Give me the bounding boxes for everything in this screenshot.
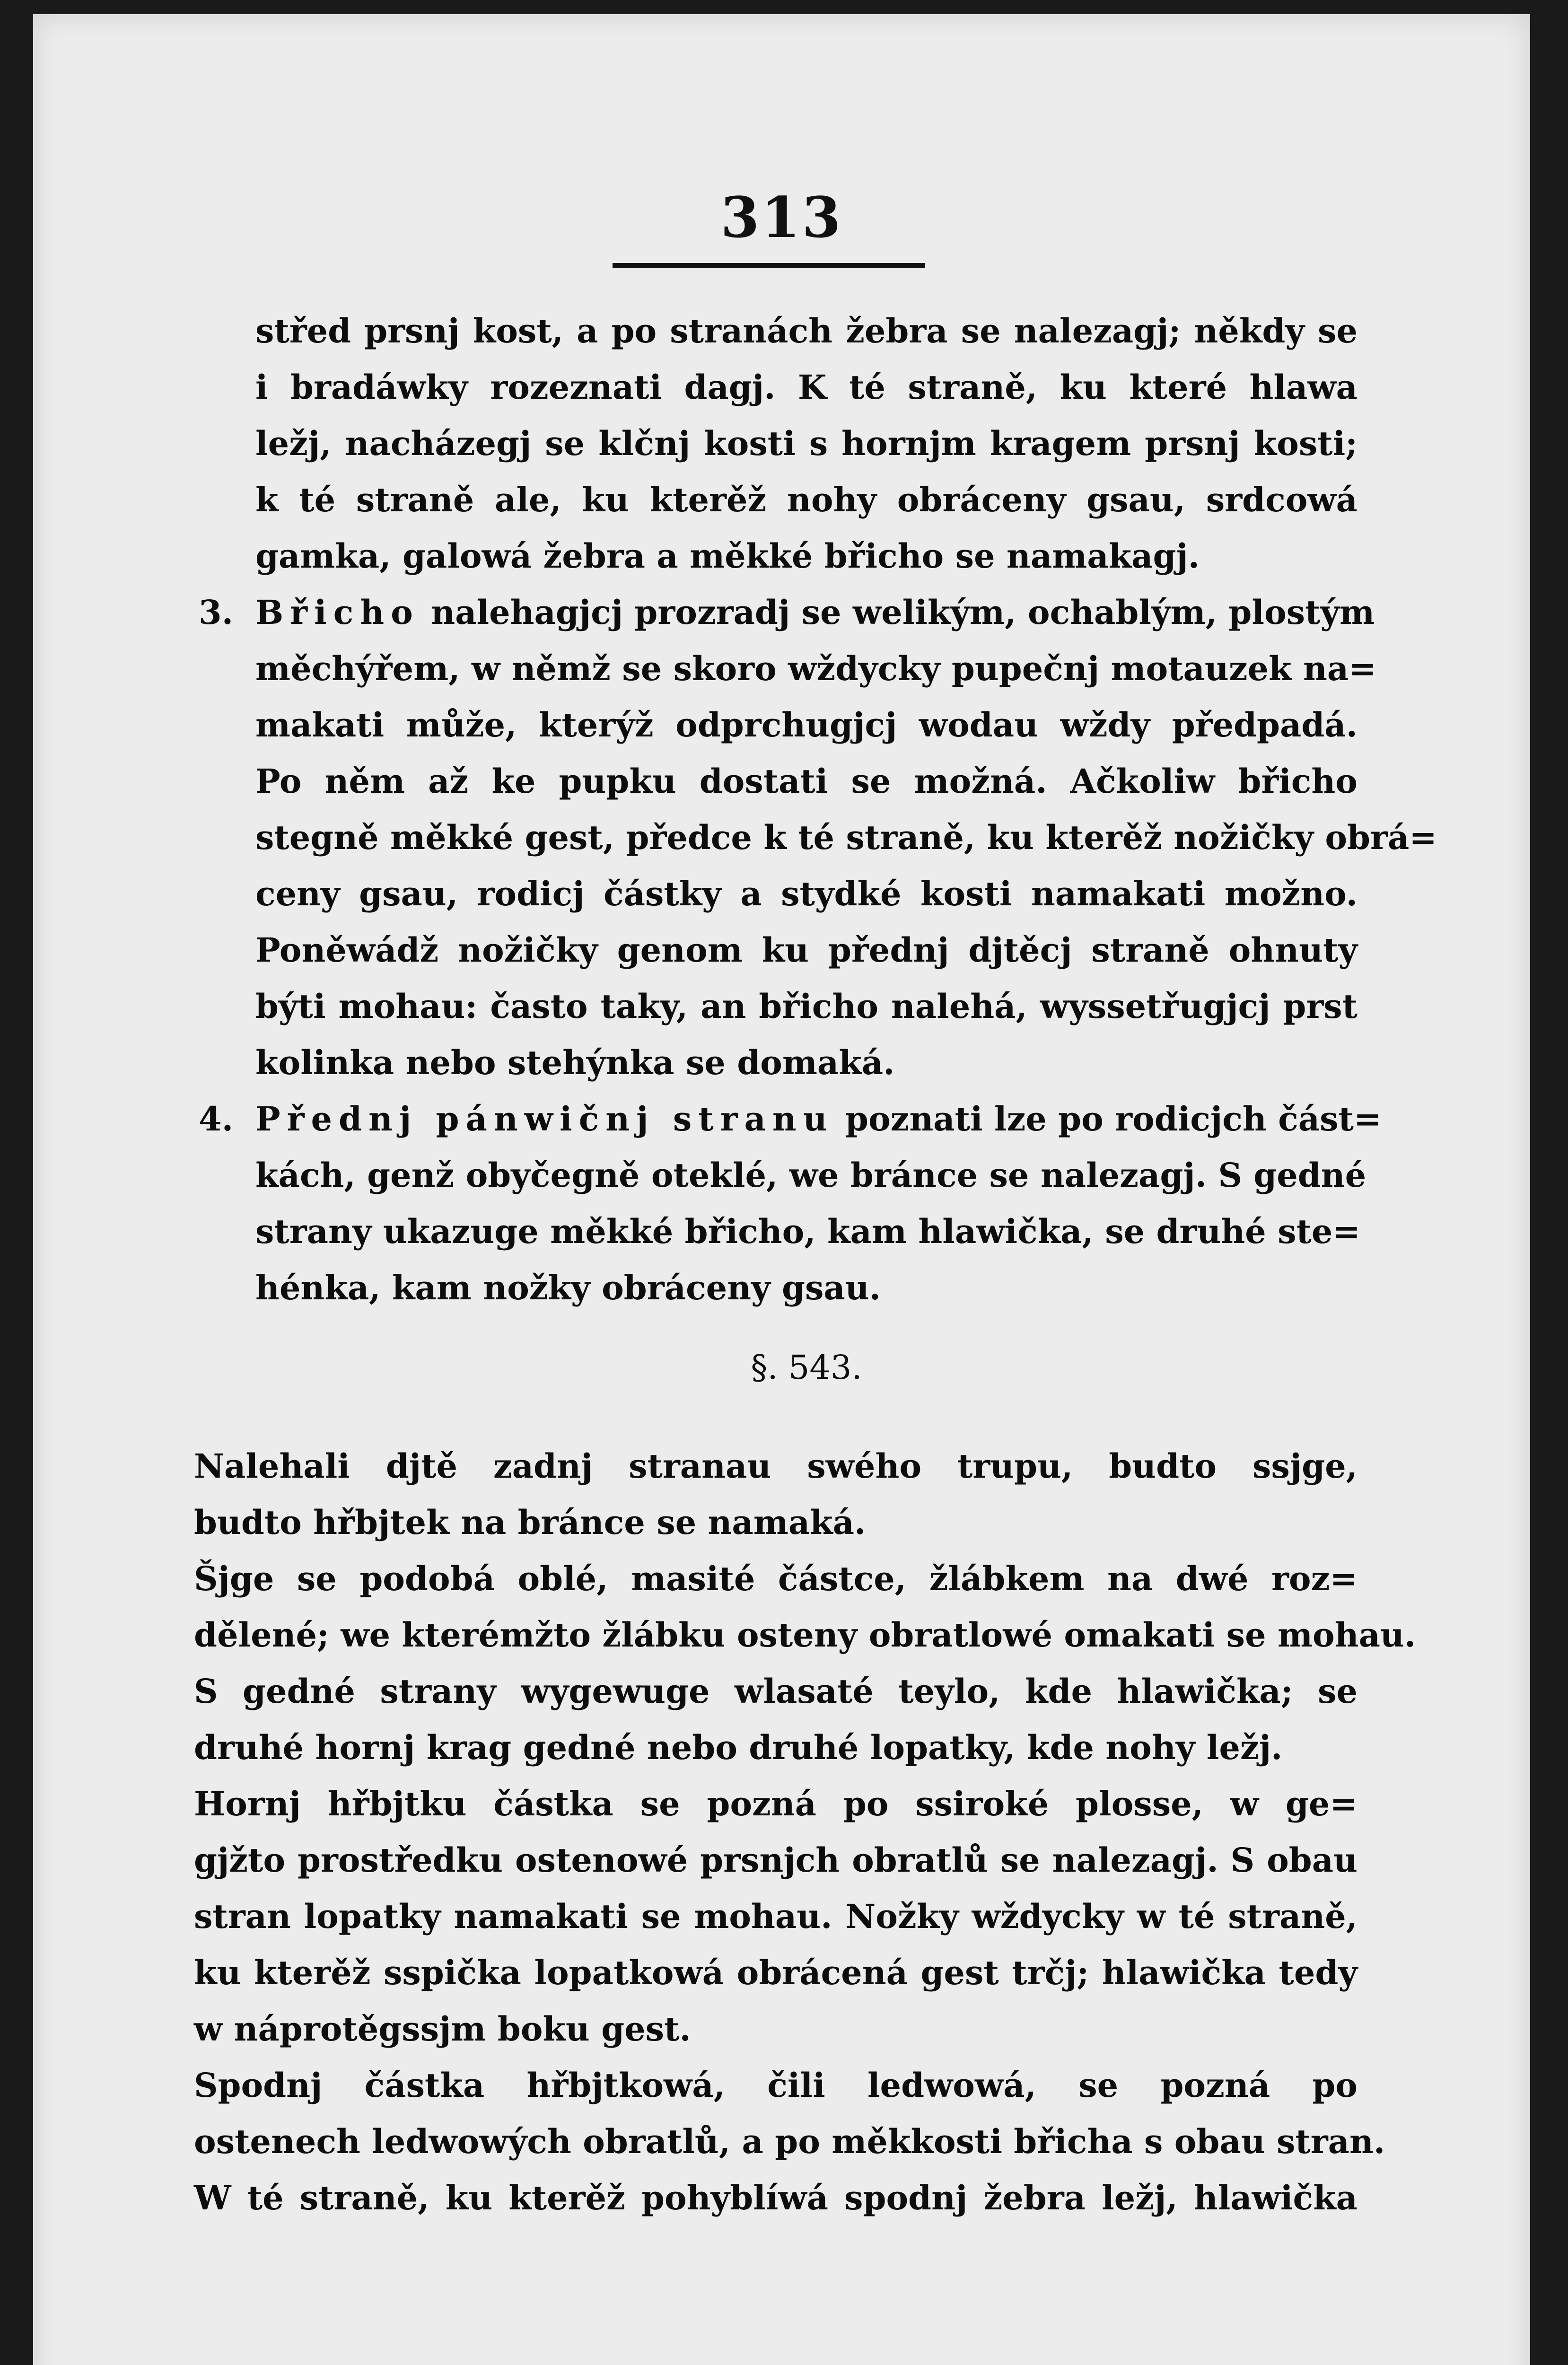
text-line: W té straně, ku kterěž pohyblíwá spodnj žebra ležj, hlawička <box>194 2178 1358 2217</box>
item-4-first-line <box>199 1091 1382 1147</box>
text-line: makati může, kterýž odprchugjcj wodau wždy předpadá. <box>255 705 1358 745</box>
text-line: kách, genž obyčegně oteklé, we bránce se nalezagj. S gedné <box>255 1156 1367 1195</box>
text-line: ku kterěž sspička lopatkowá obrácená gest trčj; hlawička tedy <box>194 1953 1358 1992</box>
item-lead-term: Břicho <box>255 593 420 632</box>
text-line: stegně měkké gest, předce k té straně, ku kterěž nožičky obrá= <box>255 818 1437 857</box>
item-text: poznati lze po rodicjch část= <box>833 1099 1382 1139</box>
text-line: střed prsnj kost, a po stranách žebra se nalezagj; někdy se <box>255 311 1358 350</box>
text-line: k té straně ale, ku kterěž nohy obráceny gsau, srdcowá <box>255 480 1358 519</box>
text-line: budto hřbjtek na bránce se namaká. <box>194 1503 866 1542</box>
text-line: ceny gsau, rodicj částky a stydké kosti namakati možno. <box>255 874 1358 913</box>
text-line: Spodnj částka hřbjtkowá, čili ledwowá, se pozná po <box>194 2066 1358 2105</box>
body-text <box>199 303 1437 1419</box>
text-line: gamka, galowá žebra a měkké břicho se namakagj. <box>255 536 1200 576</box>
body-text-continued <box>194 1438 1416 2226</box>
page-header <box>33 184 1530 250</box>
item-lead-term: Přednj pánwičnj stranu <box>255 1099 834 1139</box>
header-rule <box>613 263 925 268</box>
text-line: měchýřem, w němž se skoro wždycky pupečnj motauzek na= <box>255 649 1376 688</box>
text-line: stran lopatky namakati se mohau. Nožky wždycky w té straně, <box>194 1897 1358 1936</box>
text-line: Šjge se podobá oblé, masité částce, žlábkem na dwé roz= <box>194 1559 1358 1598</box>
book-page <box>33 14 1530 2365</box>
text-line: i bradáwky rozeznati dagj. K té straně, ku které hlawa <box>255 368 1358 407</box>
text-line: Hornj hřbjtku částka se pozná po ssiroké plosse, w ge= <box>194 1784 1358 1823</box>
text-line: gjžto prostředku ostenowé prsnjch obratlů se nalezagj. S obau <box>194 1840 1358 1880</box>
item-3-first-line <box>199 584 1375 640</box>
text-line: dělené; we kterémžto žlábku osteny obratlowé omakati se mohau. <box>194 1615 1416 1655</box>
text-line: Po něm až ke pupku dostati se možná. Ačkoliw břicho <box>255 762 1358 801</box>
text-line: Nalehali djtě zadnj stranau swého trupu, budto ssjge, <box>194 1446 1358 1486</box>
section-heading: §. 543. <box>751 1348 862 1387</box>
item-number: 3. <box>199 593 234 632</box>
text-line: kolinka nebo stehýnka se domaká. <box>255 1043 895 1082</box>
item-number: 4. <box>199 1099 234 1139</box>
text-line: Poněwádž nožičky genom ku přednj djtěcj straně ohnuty <box>255 930 1358 970</box>
text-line: S gedné strany wygewuge wlasaté teylo, kde hlawička; se <box>194 1672 1358 1711</box>
text-line: hénka, kam nožky obráceny gsau. <box>255 1268 881 1307</box>
text-line: w náprotěgssjm boku gest. <box>194 2009 691 2049</box>
text-line: druhé hornj krag gedné nebo druhé lopatky, kde nohy ležj. <box>194 1728 1283 1767</box>
page-number: 313 <box>720 184 843 250</box>
text-line: ležj, nacházegj se klčnj kosti s hornjm kragem prsnj kosti; <box>255 424 1358 463</box>
text-line: strany ukazuge měkké břicho, kam hlawička, se druhé ste= <box>255 1212 1361 1251</box>
item-text: nalehagjcj prozradj se welikým, ochablým, plostým <box>419 593 1375 632</box>
text-line: ostenech ledwowých obratlů, a po měkkosti břicha s obau stran. <box>194 2122 1385 2161</box>
text-line: býti mohau: často taky, an břicho nalehá, wyssetřugjcj prst <box>255 987 1358 1026</box>
